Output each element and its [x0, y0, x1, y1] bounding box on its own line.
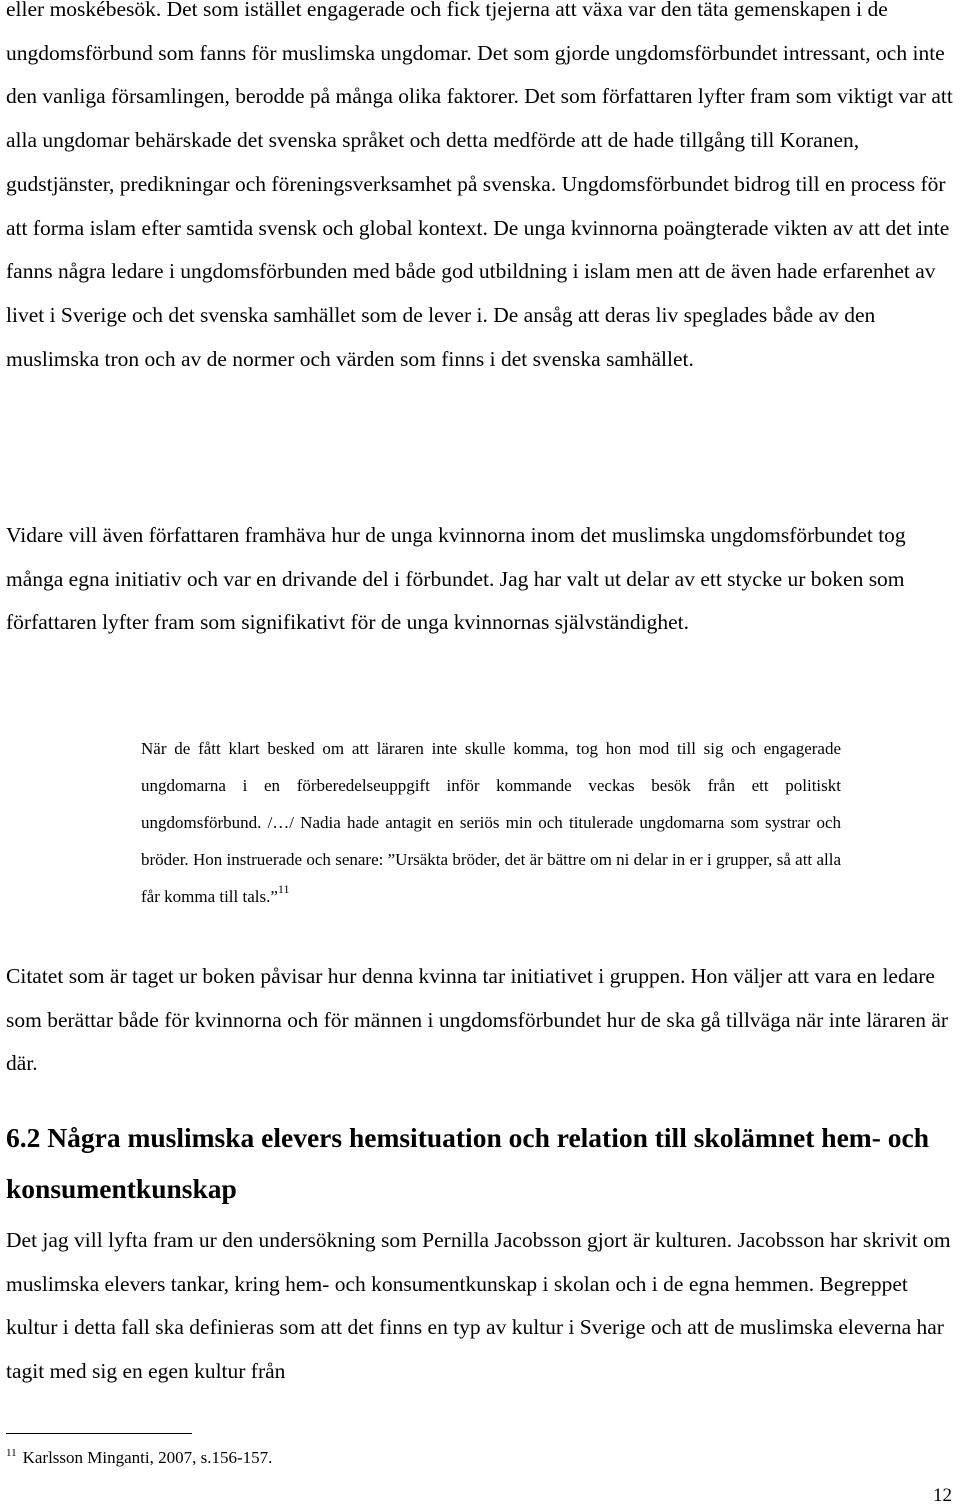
body-paragraph: Det jag vill lyfta fram ur den undersökning som Pernilla Jacobsson gjort är kulturen. Jacobsson har skrivit om muslimska elevers tankar, kring hem- och konsumentkunskap i skolan och i de egna hemmen. Begreppet kultur i detta fall ska definieras som att det finns en typ av kultur i Sverige och att de muslimska eleverna har tagit med sig en egen kultur från	[6, 1228, 951, 1384]
body-paragraph: eller moskébesök. Det som istället engagerade och fick tjejerna att växa var den täta gemenskapen i de ungdomsförbund som fanns för muslimska ungdomar. Det som gjorde ungdomsförbundet intressant, och inte den vanliga församlingen, berodde på många olika faktorer. Det som författaren lyfter fram som viktigt var att alla ungdomar behärskade det svenska språket och detta medförde att de hade tillgång till Koranen, gudstjänster, predikningar och föreningsverksamhet på svenska. Ungdomsförbundet bidrog till en process för att forma islam efter samtida svensk och global kontext. De unga kvinnorna poängterade vikten av att det inte fanns några ledare i ungdomsförbunden med både god utbildning i islam men att de även hade erfarenhet av livet i Sverige och det svenska samhället som de lever i. De ansåg att deras liv speglades både av den muslimska tron och av de normer och värden som finns i det svenska samhället.	[6, 0, 953, 371]
body-paragraph: Vidare vill även författaren framhäva hur de unga kvinnorna inom det muslimska ungdomsförbundet tog många egna initiativ och var en drivande del i förbundet. Jag har valt ut delar av ett stycke ur boken som författaren lyfter fram som signifikativt för de unga kvinnornas självständighet.	[6, 523, 906, 635]
footnote-number: 11	[6, 1447, 17, 1460]
quote-text: När de fått klart besked om att läraren inte skulle komma, tog hon mod till sig och engagerade ungdomarna i en förberedelseuppgift inför kommande veckas besök från ett politiskt ungdomsförbund. /…/ Nadia hade antagit en seriös min och titulerade ungdomarna som systrar och bröder. Hon instruerade och senare: ”Ursäkta bröder, det är bättre om ni delar in er i grupper, så att alla får komma till tals.”	[141, 739, 841, 906]
footnote-divider	[6, 1433, 192, 1434]
footnote-reference: 11	[277, 882, 290, 897]
body-paragraph: Citatet som är taget ur boken påvisar hur denna kvinna tar initiativet i gruppen. Hon väljer att vara en ledare som berättar både för kvinnorna och för männen i ungdomsförbundet hur de ska gå tillväga när inte läraren är där.	[6, 964, 949, 1076]
page-number: 12	[933, 1485, 952, 1506]
section-heading: 6.2 Några muslimska elevers hemsituation och relation till skolämnet hem- och konsumentkunskap	[6, 1122, 929, 1204]
footnote-text: Karlsson Minganti, 2007, s.156-157.	[22, 1448, 273, 1467]
footnote	[6, 1444, 272, 1472]
block-quote	[141, 730, 841, 915]
